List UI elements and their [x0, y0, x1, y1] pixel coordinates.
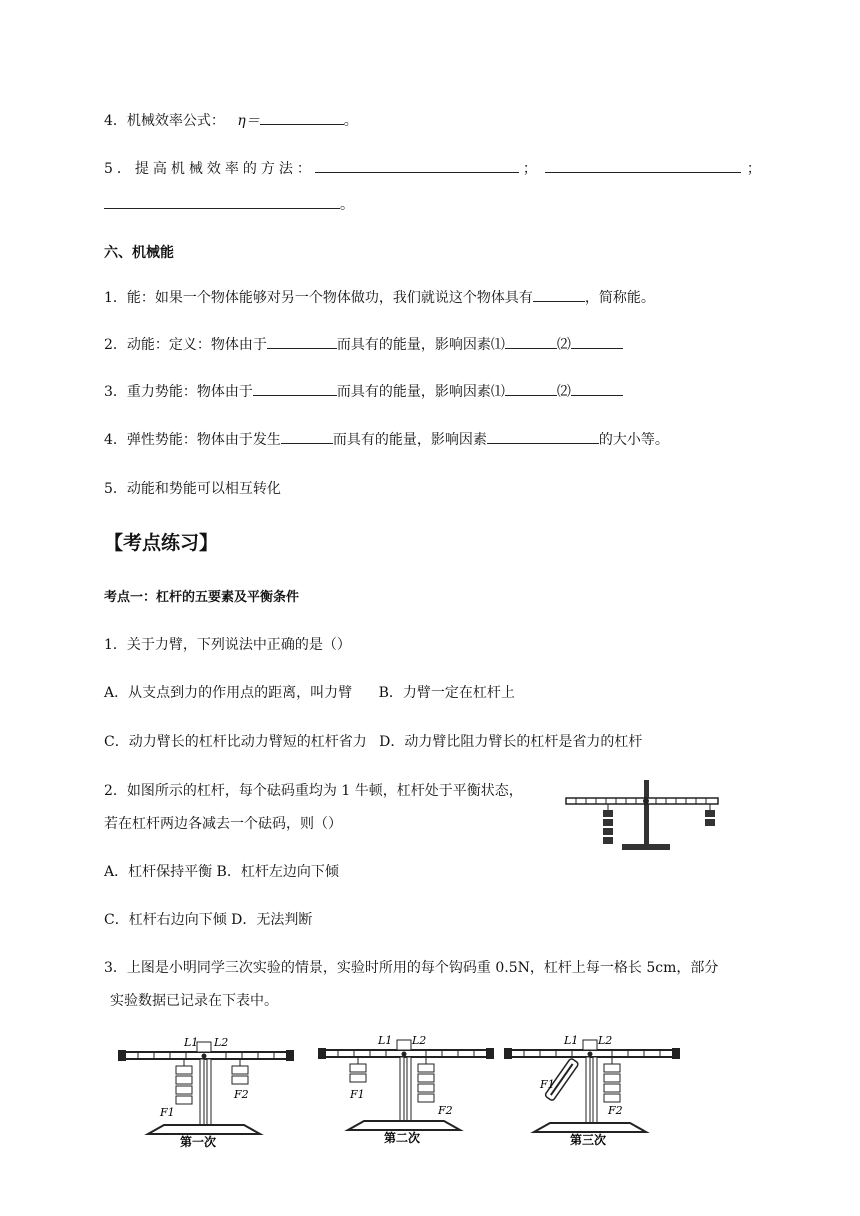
item-5-methods — [104, 158, 761, 178]
energy-blank[interactable] — [533, 287, 585, 302]
experiment-3-figure — [504, 1034, 684, 1148]
l2-label: L2 — [598, 1034, 613, 1047]
gravity-factor-1-blank[interactable] — [505, 381, 557, 396]
q3-stem-2: 实验数据已记录在下表中。 — [110, 993, 278, 1009]
method-blank-2[interactable] — [545, 158, 741, 173]
experiment-1-figure — [118, 1036, 298, 1148]
topic-1-title: 考点一：杠杆的五要素及平衡条件 — [104, 590, 300, 605]
caption-first: 第一次 — [180, 1135, 217, 1148]
caption-third: 第三次 — [570, 1133, 607, 1147]
l1-label: L1 — [378, 1034, 393, 1047]
separator-1: ； — [522, 161, 537, 177]
l1-label: L1 — [184, 1036, 199, 1049]
experiment-2-figure — [318, 1034, 498, 1146]
kinetic-text: 2．动能：定义：物体由于 — [104, 337, 267, 353]
f2-label: F2 — [234, 1088, 249, 1101]
kinetic-factor-2-blank[interactable] — [571, 334, 623, 349]
f1-label: F1 — [350, 1088, 365, 1101]
f1-label: F1 — [160, 1106, 175, 1119]
energy-line-1 — [104, 287, 655, 307]
l2-label: L2 — [214, 1036, 229, 1049]
energy-line-3 — [104, 381, 623, 401]
q1-option-a[interactable]: A．从支点到力的作用点的距离，叫力臂 — [104, 685, 353, 701]
gravity-factor-2-label: ⑵ — [556, 384, 571, 400]
elastic-text: 4．弹性势能：物体由于发生 — [104, 432, 281, 448]
q1-option-d[interactable]: D．动力臂比阻力臂长的杠杆是省力的杠杆 — [379, 734, 643, 750]
method-blank-1[interactable] — [315, 158, 519, 173]
gravity-factor-text: 而具有的能量，影响因素⑴ — [336, 384, 505, 400]
caption-second: 第二次 — [384, 1131, 421, 1145]
l2-label: L2 — [412, 1034, 427, 1047]
q2-stem-1: 2．如图所示的杠杆，每个砝码重均为 1 牛顿，杠杆处于平衡状态， — [104, 783, 523, 799]
energy-line-2 — [104, 334, 623, 354]
q1-stem: 1．关于力臂，下列说法中正确的是（） — [104, 637, 351, 653]
q1-options-cd — [104, 731, 642, 751]
energy-def-text: 1．能：如果一个物体能够对另一个物体做功，我们就说这个物体具有 — [104, 290, 533, 306]
f2-label: F2 — [608, 1104, 623, 1117]
method-blank-3[interactable] — [104, 194, 340, 209]
kinetic-factor-2-label: ⑵ — [556, 337, 571, 353]
energy-def-end: ，简称能。 — [584, 290, 655, 306]
energy-line-5: 5．动能和势能可以相互转化 — [104, 481, 281, 497]
l1-label: L1 — [564, 1034, 579, 1047]
q2-stem-2: 若在杠杆两边各减去一个砝码，则（） — [104, 816, 342, 832]
q1-option-b[interactable]: B．力臂一定在杠杆上 — [378, 685, 515, 701]
q2-options-ab[interactable]: A．杠杆保持平衡 B．杠杆左边向下倾 — [104, 864, 339, 880]
gravity-factor-2-blank[interactable] — [571, 381, 623, 396]
item-4-label: 4．机械效率公式： — [104, 113, 225, 129]
q3-stem-1: 3．上图是小明同学三次实验的情景，实验时所用的每个钩码重 0.5N，杠杆上每一格长 5cm，部分 — [104, 960, 719, 976]
item-5-methods-cont — [104, 194, 354, 214]
section-6-title: 六、机械能 — [104, 245, 174, 261]
f1-label: F1 — [540, 1078, 555, 1091]
item-5-label: 5．提高机械效率的方法： — [104, 161, 315, 177]
elastic-cause-blank[interactable] — [281, 429, 333, 444]
item-5-end: 。 — [340, 197, 354, 213]
q2-options-cd[interactable]: C．杠杆右边向下倾 D．无法判断 — [104, 912, 313, 928]
kinetic-factor-1-blank[interactable] — [505, 334, 557, 349]
gravity-text: 3．重力势能：物体由于 — [104, 384, 253, 400]
kinetic-cause-blank[interactable] — [267, 334, 337, 349]
gravity-cause-blank[interactable] — [253, 381, 337, 396]
eta-symbol: η＝ — [237, 113, 260, 129]
elastic-end: 的大小等。 — [598, 432, 669, 448]
kinetic-factor-text: 而具有的能量，影响因素⑴ — [336, 337, 505, 353]
energy-line-4 — [104, 429, 669, 449]
separator-2: ； — [746, 161, 761, 177]
q1-option-c[interactable]: C．动力臂长的杠杆比动力臂短的杠杆省力 — [104, 734, 367, 750]
q2-lever-figure — [564, 776, 724, 856]
item-4-end: 。 — [343, 113, 358, 129]
practice-title: 【考点练习】 — [104, 532, 219, 554]
f2-label: F2 — [438, 1104, 453, 1117]
elastic-factor-text: 而具有的能量，影响因素 — [332, 432, 487, 448]
elastic-factor-blank[interactable] — [487, 429, 599, 444]
efficiency-formula-blank[interactable] — [260, 110, 344, 125]
q1-options-ab — [104, 682, 515, 702]
item-4-formula — [104, 110, 358, 130]
